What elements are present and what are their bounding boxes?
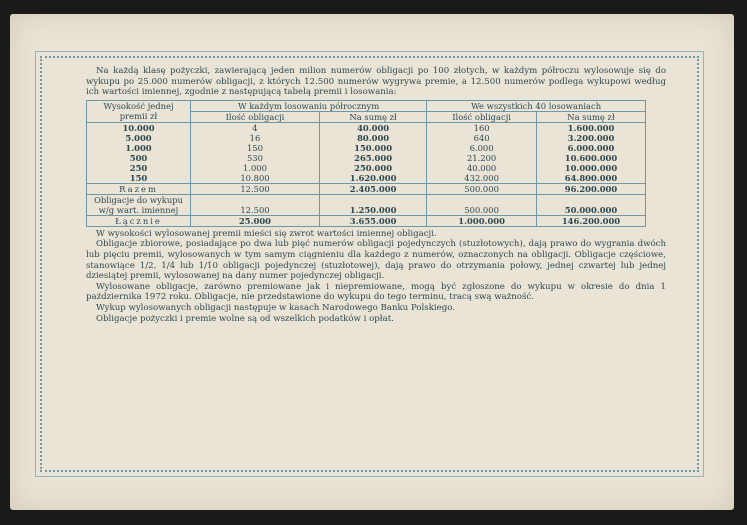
count-value: 1.000: [242, 162, 267, 173]
sum-value: 150.000: [354, 142, 393, 153]
count-value: 150: [246, 142, 263, 153]
sum-value: 64.800.000: [564, 172, 618, 183]
grand-count-all: 1.000.000: [427, 215, 537, 226]
bond-text: [86, 66, 666, 324]
count-value: 160: [473, 122, 490, 133]
sum-value: 10.600.000: [564, 152, 618, 163]
semi-counts: [191, 122, 320, 183]
note-paragraph: W wysokości wylosowanej premii mieści się zwrot wartości imiennej obligacji.: [96, 228, 437, 239]
header-prize-amount: Wysokość jednej premii zł: [87, 100, 191, 122]
sum-value: 265.000: [354, 152, 393, 163]
total-label: Razem: [87, 183, 191, 194]
header-all-draws: We wszystkich 40 losowaniach: [427, 100, 646, 111]
prize-value: 250: [129, 162, 148, 173]
table-row-prizes: [87, 122, 646, 183]
sum-value: 3.200.000: [567, 132, 615, 143]
sum-value: 6.000.000: [567, 142, 615, 153]
grand-sum-semi: 3.655.000: [319, 215, 426, 226]
all-sums: [536, 122, 645, 183]
prize-value: 1.000: [125, 142, 152, 153]
notes-section: [86, 229, 666, 324]
grand-sum-all: 146.200.000: [536, 215, 645, 226]
sum-value: 80.000: [357, 132, 390, 143]
all-counts: [427, 122, 537, 183]
total-sum-all: 96.200.000: [536, 183, 645, 194]
table-row-grand-total: [87, 215, 646, 226]
sum-value: 1.600.000: [567, 122, 615, 133]
total-sum-semi: 2.405.000: [319, 183, 426, 194]
count-value: 432.000: [464, 172, 499, 183]
subheader-count-semi: Ilość obligacji: [191, 111, 320, 122]
prize-value: 5.000: [125, 132, 152, 143]
prize-value: 10.000: [122, 122, 155, 133]
redeem-count-semi: 12.500: [191, 194, 320, 215]
count-value: 6.000: [469, 142, 494, 153]
sum-value: 1.620.000: [349, 172, 397, 183]
count-value: 4: [252, 122, 258, 133]
sum-value: 40.000: [357, 122, 390, 133]
count-value: 16: [249, 132, 261, 143]
note-paragraph: Obligacje zbiorowe, posiadające po dwa lub pięć numerów obligacji pojedynczych (stuzłotowych), dają prawo do wygrania dwóch lub pięciu premii, wylosowanych w tym samym ciągnieniu dla każdego z numerów, oznaczonych na obligacji. Obligacje częściowe, stanowiące 1/2, 1/4 lub 1/10 obligacji pojedynczej (stuzłotowej), dają prawo do otrzymania połowy, jednej czwartej lub jednej dziesiątej premii, wylosowanej na dany numer pojedynczej obligacji.: [86, 239, 666, 282]
subheader-count-all: Ilość obligacji: [427, 111, 537, 122]
semi-sums: [319, 122, 426, 183]
note-paragraph: Wykup wylosowanych obligacji następuje w kasach Narodowego Banku Polskiego.: [96, 302, 456, 313]
count-value: 40.000: [466, 162, 497, 173]
grand-label: Łącznie: [87, 215, 191, 226]
grand-count-semi: 25.000: [191, 215, 320, 226]
count-value: 530: [246, 152, 263, 163]
table-row-redeem: [87, 194, 646, 215]
note-paragraph: Obligacje pożyczki i premie wolne są od wszelkich podatków i opłat.: [96, 313, 394, 324]
prize-amounts: [87, 122, 191, 183]
redeem-sum-all: 50.000.000: [536, 194, 645, 215]
total-count-semi: 12.500: [191, 183, 320, 194]
count-value: 10.800: [240, 172, 270, 183]
header-semiannual: W każdym losowaniu półrocznym: [191, 100, 427, 111]
note-paragraph: Wylosowane obligacje, zarówno premiowane jak i niepremiowane, mogą być zgłoszone do wykupu w okresie do dnia 1 października 1972 roku. Obligacje, nie przedstawione do wykupu do tego terminu, tracą swą ważność.: [86, 281, 666, 303]
intro-paragraph: Na każdą klasę pożyczki, zawierającą jeden milion numerów obligacji po 100 złotych, w każdym półroczu wylosowuje się do wykupu po 25.000 numerów obligacji, z których 12.500 numerów wygrywa premie, a 12.500 numerów podlega wykupowi według ich wartości imiennej, zgodnie z następującą tabelą premii i losowania:: [86, 66, 666, 98]
subheader-sum-semi: Na sumę zł: [319, 111, 426, 122]
redeem-count-all: 500.000: [427, 194, 537, 215]
redeem-label: Obligacje do wykupu w/g wart. imiennej: [87, 194, 191, 215]
redeem-sum-semi: 1.250.000: [319, 194, 426, 215]
sum-value: 250.000: [354, 162, 393, 173]
count-value: 21.200: [466, 152, 497, 163]
total-count-all: 500.000: [427, 183, 537, 194]
subheader-sum-all: Na sumę zł: [536, 111, 645, 122]
table-row-total: [87, 183, 646, 194]
prize-table: [86, 100, 646, 227]
prize-value: 150: [129, 172, 148, 183]
sum-value: 10.000.000: [564, 162, 618, 173]
prize-value: 500: [129, 152, 148, 163]
count-value: 640: [473, 132, 490, 143]
